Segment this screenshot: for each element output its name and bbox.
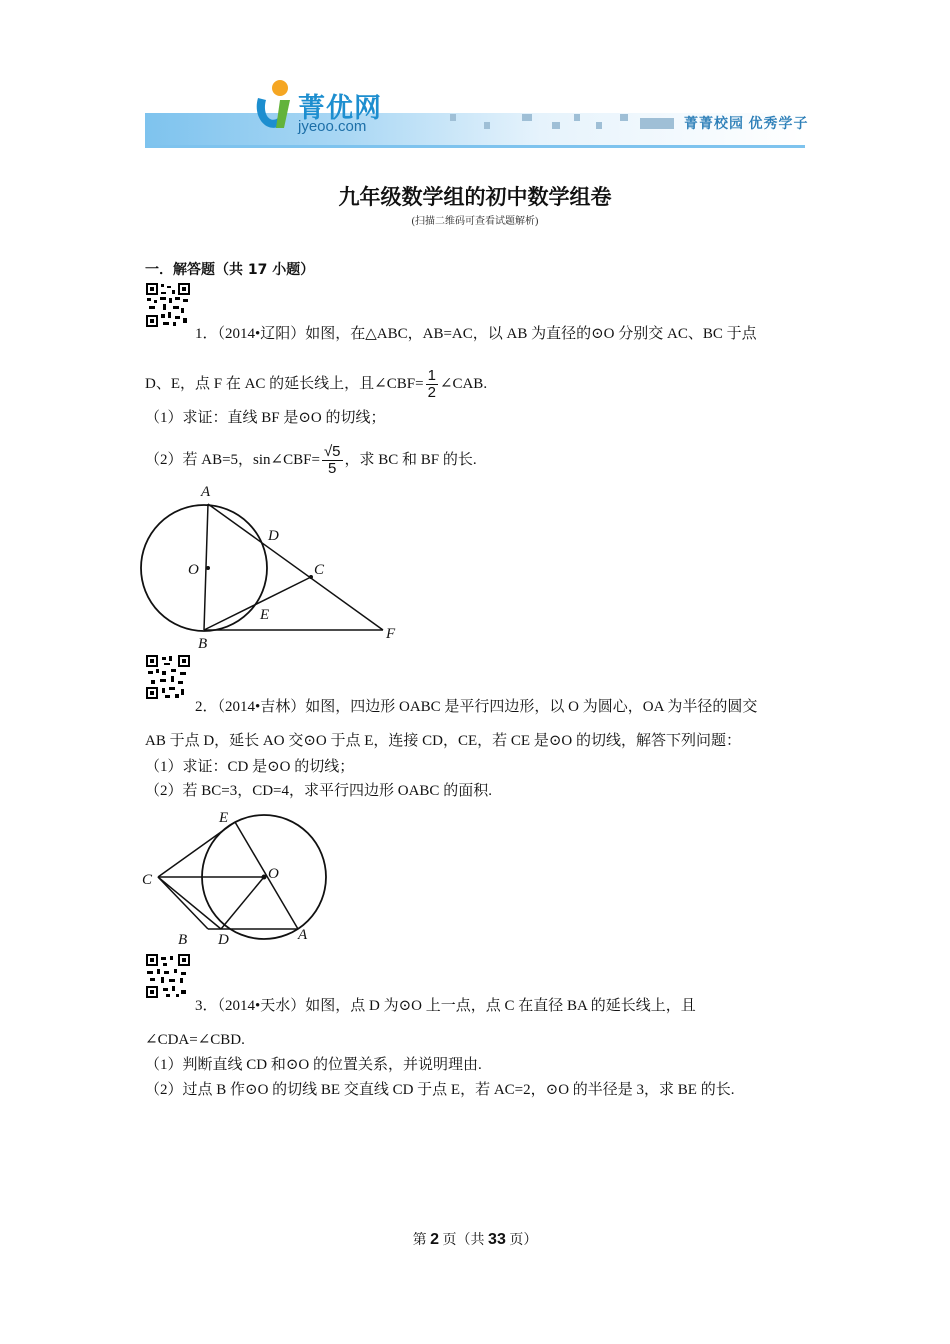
page-title: 九年级数学组的初中数学组卷: [338, 185, 612, 209]
header-decoration: [552, 122, 560, 129]
fraction: $\frac{1}{2}$: [427, 367, 436, 401]
problem-2-figure: [138, 806, 333, 948]
qr-code-icon[interactable]: [145, 953, 191, 999]
fraction: $\frac{√5}{5}$: [323, 443, 341, 477]
problem-2-statement: 2．（2014•吉林）如图，四边形 OABC 是平行四边形，以 O 为圆心，OA 为半径的圆交: [195, 699, 758, 715]
problem-3-statement: 3．（2014•天水）如图，点 D 为⊙O 上一点，点 C 在直径 BA 的延长线上，且: [195, 998, 696, 1014]
problem-2-statement-cont: AB 于点 D，延长 AO 交⊙O 于点 E，连接 CD，CE，若 CE 是⊙O 的切线，解答下列问题：: [145, 733, 741, 749]
problem-1-figure: [138, 480, 408, 652]
problem-1-condition: [145, 368, 487, 401]
problem-1-part-2: [145, 444, 477, 477]
figure-label: F: [386, 626, 396, 642]
figure-label: E: [219, 810, 229, 826]
figure-label: E: [260, 607, 270, 623]
header-decoration: [596, 122, 602, 129]
figure-label: D: [218, 932, 229, 948]
page-footer: 第 2 页（共 33 页）: [412, 1231, 538, 1248]
problem-2-part-1: （1）求证：CD 是⊙O 的切线；: [145, 759, 355, 775]
logo-text: 菁优网: [298, 93, 382, 123]
page-number: 2: [430, 1231, 440, 1248]
header-decoration: [450, 114, 456, 121]
figure-label: O: [268, 866, 279, 882]
problem-1-statement: 1．（2014•辽阳）如图，在△ABC，AB=AC，以 AB 为直径的⊙O 分别交 AC、BC 于点: [195, 326, 757, 342]
header-decoration: [522, 114, 532, 121]
header-divider: [145, 145, 805, 148]
qr-code-icon[interactable]: [145, 654, 191, 700]
figure-label: B: [198, 636, 208, 652]
figure-label: C: [142, 872, 153, 888]
figure-label: B: [178, 932, 188, 948]
problem-3-part-1: （1）判断直线 CD 和⊙O 的位置关系，并说明理由.: [145, 1057, 482, 1073]
section-heading: 一．解答题（共 17 小题）: [145, 262, 315, 278]
problem-2-part-2: （2）若 BC=3，CD=4，求平行四边形 OABC 的面积.: [145, 783, 492, 799]
header-decoration: [484, 122, 490, 129]
problem-1-text: D、E，点 F 在 AC 的延长线上，且∠CBF=: [145, 375, 424, 392]
figure-label: D: [268, 528, 279, 544]
problem-1-text: ，求 BC 和 BF 的长.: [344, 451, 477, 468]
problem-1-text: ∠CAB.: [439, 375, 488, 392]
figure-label: A: [201, 484, 211, 500]
page-subtitle: (扫描二维码可查看试题解析): [411, 216, 539, 227]
figure-label: O: [188, 562, 199, 578]
problem-1-text: （2）若 AB=5，sin∠CBF=: [145, 451, 320, 468]
problem-3-part-2: （2）过点 B 作⊙O 的切线 BE 交直线 CD 于点 E，若 AC=2，⊙O 的半径是 3，求 BE 的长.: [145, 1082, 735, 1098]
header-decoration: [574, 114, 580, 121]
header-decoration: [620, 114, 628, 121]
logo-domain: jyeoo.com: [298, 118, 367, 135]
page-total: 33: [488, 1231, 506, 1248]
qr-code-icon[interactable]: [145, 282, 191, 328]
figure-label: C: [314, 562, 325, 578]
figure-label: A: [298, 927, 308, 943]
header-slogan: 菁菁校园 优秀学子: [684, 117, 809, 132]
problem-1-part-1: （1）求证：直线 BF 是⊙O 的切线；: [145, 410, 386, 426]
header-decoration: [640, 118, 674, 129]
problem-3-statement-cont: ∠CDA=∠CBD.: [145, 1032, 245, 1048]
logo-icon: [250, 78, 302, 140]
